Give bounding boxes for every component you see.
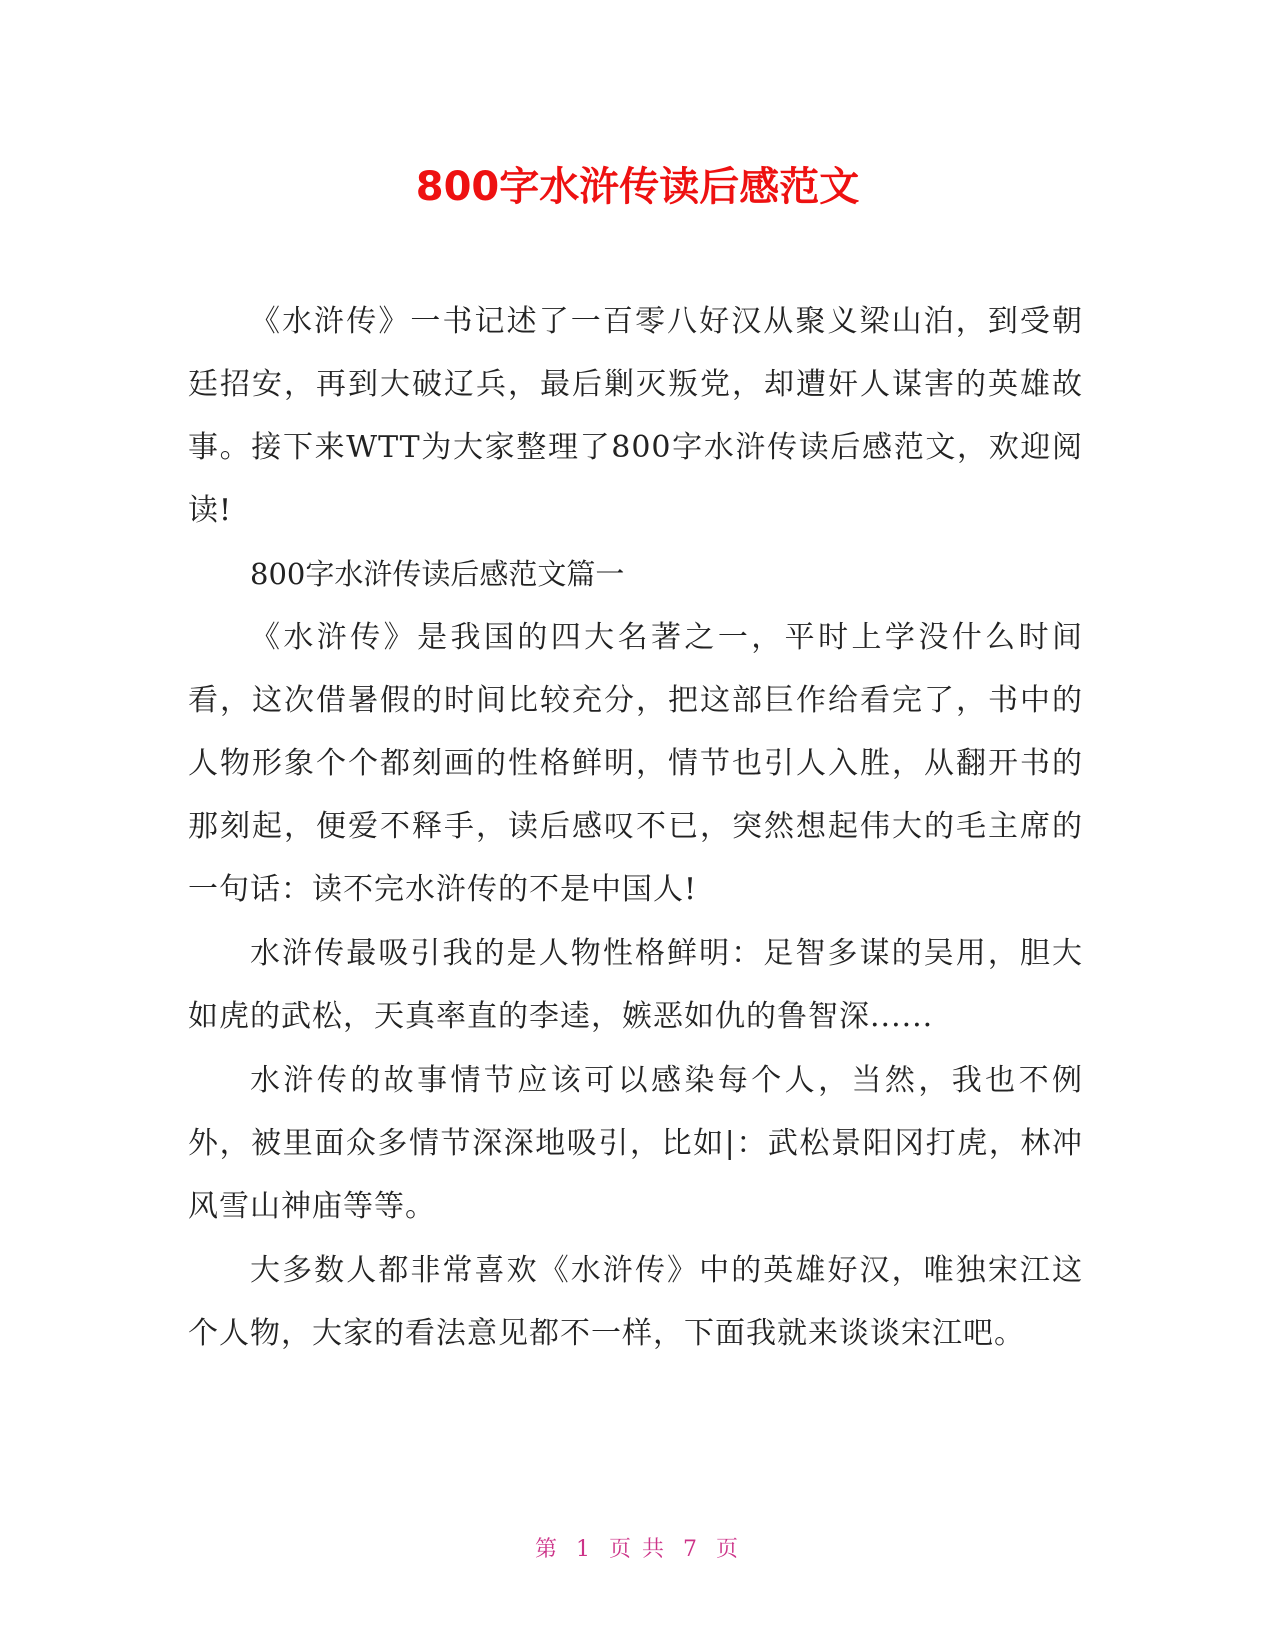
footer-prefix: 第 — [534, 1537, 559, 1562]
footer-suffix: 页 — [716, 1537, 741, 1562]
body-paragraph: 《水浒传》是我国的四大名著之一，平时上学没什么时间看，这次借暑假的时间比较充分，把这部巨作给看完了，书中的人物形象个个都刻画的性格鲜明，情节也引人入胜，从翻开书的那刻起，便爱不释手，读后感叹不已，突然想起伟大的毛主席的一句话：读不完水浒传的不是中国人! — [188, 620, 1083, 907]
intro-paragraph: 《水浒传》一书记述了一百零八好汉从聚义梁山泊，到受朝廷招安，再到大破辽兵，最后剿灭叛党，却遭奸人谋害的英雄故事。接下来WTT为大家整理了800字水浒传读后感范文，欢迎阅读! — [188, 304, 1083, 528]
page-footer — [0, 1535, 1275, 1565]
footer-page-number: 1 — [576, 1537, 592, 1562]
body-paragraph: 水浒传最吸引我的是人物性格鲜明：足智多谋的吴用，胆大如虎的武松，天真率直的李逵，嫉恶如仇的鲁智深...... — [188, 936, 1083, 1034]
document-title: 800字水浒传读后感范文 — [415, 164, 860, 210]
document-body — [188, 290, 1083, 1366]
body-paragraph: 水浒传的故事情节应该可以感染每个人，当然，我也不例外，被里面众多情节深深地吸引，比如|：武松景阳冈打虎，林冲风雪山神庙等等。 — [188, 1063, 1083, 1224]
section-heading: 800字水浒传读后感范文篇一 — [250, 557, 625, 591]
footer-middle: 页 共 — [609, 1537, 666, 1562]
footer-total-pages: 7 — [683, 1537, 699, 1562]
body-paragraph: 大多数人都非常喜欢《水浒传》中的英雄好汉，唯独宋江这个人物，大家的看法意见都不一样，下面我就来谈谈宋江吧。 — [188, 1253, 1083, 1351]
